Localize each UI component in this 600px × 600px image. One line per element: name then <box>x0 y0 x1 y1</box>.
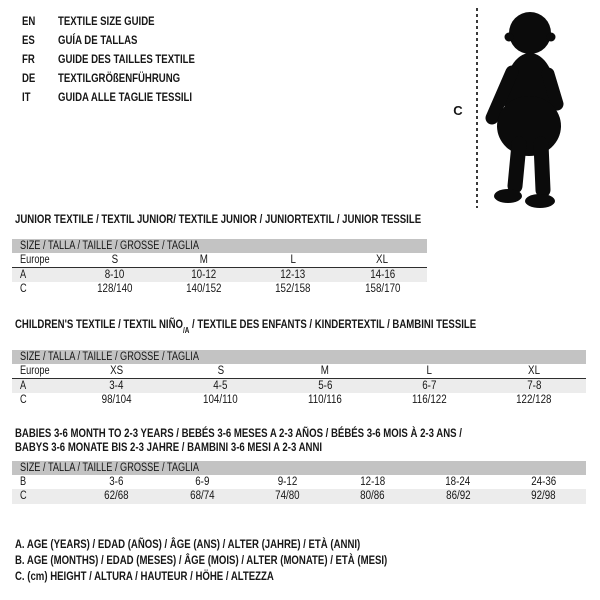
babies-table-title-line1: BABIES 3-6 MONTH TO 2-3 YEARS / BEBÉS 3-6 MESES A 2-3 AÑOS / BÉBÉS 3-6 MOIS À 2-3 ANS / <box>15 426 462 440</box>
baby-silhouette-icon <box>483 2 595 212</box>
height-cell: 128/140 <box>96 283 133 295</box>
height-cell: 92/98 <box>531 490 556 502</box>
table-row-a <box>12 379 586 393</box>
height-cell: 86/92 <box>445 490 471 502</box>
height-cell: 158/170 <box>364 283 401 295</box>
lang-row-en <box>22 12 229 31</box>
lang-row-it <box>22 88 229 107</box>
row-label: C <box>20 490 27 502</box>
size-cell: XS <box>109 364 123 377</box>
size-header-bar: SIZE / TALLA / TAILLE / GRÖSSE / TAGLIA <box>12 461 586 475</box>
title-subscript: /A <box>182 326 190 336</box>
table-row-c <box>12 489 586 504</box>
height-cell: 140/152 <box>186 283 222 295</box>
age-cell: 14-16 <box>369 269 395 281</box>
lang-label: GUIDE DES TAILLES TEXTILE <box>58 52 195 66</box>
table-row-a <box>12 268 427 282</box>
size-cell: XL <box>376 253 389 266</box>
height-cell: 98/104 <box>101 394 132 406</box>
size-cell: XL <box>527 364 540 377</box>
height-cell: 62/68 <box>104 490 129 502</box>
lang-label: GUIDA ALLE TAGLIE TESSILI <box>58 90 193 104</box>
height-measure-label: C <box>453 103 463 118</box>
lang-row-de <box>22 69 229 88</box>
height-cell: 68/74 <box>189 490 215 502</box>
table-row-europe <box>12 253 427 268</box>
height-cell: 122/128 <box>516 394 552 406</box>
age-cell: 7-8 <box>526 380 541 392</box>
age-cell: 4-5 <box>213 380 228 392</box>
size-cell: M <box>320 364 330 377</box>
table-row-c <box>12 282 427 297</box>
months-cell: 3-6 <box>109 476 124 488</box>
lang-code: EN <box>22 14 36 28</box>
age-cell: 5-6 <box>317 380 333 392</box>
lang-code: FR <box>22 52 35 66</box>
height-cell: 116/122 <box>412 394 447 406</box>
height-cell: 110/116 <box>308 394 342 406</box>
row-label: Europe <box>20 364 50 377</box>
size-cell: M <box>199 253 208 266</box>
size-cell: L <box>426 364 433 377</box>
children-table-title: CHILDREN'S TEXTILE / TEXTIL $NIÑO_{/A}$ / TEXTILE DES ENFANTS / KINDERTEXTIL / BAMBINI TESSILE <box>15 317 477 336</box>
months-cell: 12-18 <box>360 476 386 488</box>
months-cell: 9-12 <box>277 476 298 488</box>
size-header-bar: SIZE / TALLA / TAILLE / GRÖSSE / TAGLIA <box>12 350 586 364</box>
height-cell: 80/86 <box>360 490 385 502</box>
language-list <box>22 12 229 107</box>
row-label: C <box>20 394 27 406</box>
lang-row-fr <box>22 50 229 69</box>
age-cell: 12-13 <box>280 269 306 281</box>
lang-label: TEXTILE SIZE GUIDE <box>58 14 155 28</box>
table-row-b <box>12 475 586 489</box>
months-cell: 18-24 <box>445 476 471 488</box>
legend-line-c: C. (cm) HEIGHT / ALTURA / HAUTEUR / HÖHE / ALTEZZA <box>15 569 274 583</box>
months-cell: 6-9 <box>194 476 210 488</box>
lang-label: TEXTILGRÖßENFÜHRUNG <box>58 71 181 85</box>
age-cell: 3-4 <box>109 380 124 392</box>
lang-code: DE <box>22 71 36 85</box>
row-label: A <box>20 269 27 281</box>
junior-table-title: JUNIOR TEXTILE / TEXTIL JUNIOR/ TEXTILE JUNIOR / JUNIORTEXTIL / JUNIOR TESSILE <box>15 212 422 226</box>
size-cell: L <box>290 253 296 266</box>
legend-line-a: A. AGE (YEARS) / EDAD (AÑOS) / ÂGE (ANS) / ALTER (JAHRE) / ETÀ (ANNI) <box>15 537 361 551</box>
children-size-table <box>12 318 586 408</box>
lang-code: ES <box>22 33 35 47</box>
row-label: C <box>20 283 27 295</box>
junior-size-table <box>12 213 427 297</box>
height-measure-dotted-line <box>476 8 478 208</box>
row-label: Europe <box>20 253 50 266</box>
lang-label: GUÍA DE TALLAS <box>58 33 138 47</box>
size-cell: S <box>111 253 118 266</box>
age-cell: 10-12 <box>191 269 217 281</box>
height-cell: 104/110 <box>203 394 238 406</box>
months-cell: 24-36 <box>530 476 556 488</box>
babies-table-title-line2: BABYS 3-6 MONATE BIS 2-3 JAHRE / BAMBINI 3-6 MESI A 2-3 ANNI <box>15 440 323 454</box>
age-cell: 6-7 <box>422 380 437 392</box>
table-row-europe <box>12 364 586 379</box>
height-cell: 152/158 <box>275 283 311 295</box>
lang-code: IT <box>22 90 31 104</box>
table-row-c <box>12 393 586 408</box>
size-header-bar: SIZE / TALLA / TAILLE / GRÖSSE / TAGLIA <box>12 239 427 253</box>
row-label: A <box>20 380 27 392</box>
legend-line-b: B. AGE (MONTHS) / EDAD (MESES) / ÂGE (MOIS) / ALTER (MONATE) / ETÀ (MESI) <box>15 553 388 567</box>
size-cell: S <box>217 364 224 377</box>
height-cell: 74/80 <box>275 490 300 502</box>
row-label: B <box>20 476 27 488</box>
measure-legend <box>15 536 480 584</box>
age-cell: 8-10 <box>104 269 125 281</box>
babies-size-table <box>12 426 586 504</box>
lang-row-es <box>22 31 229 50</box>
